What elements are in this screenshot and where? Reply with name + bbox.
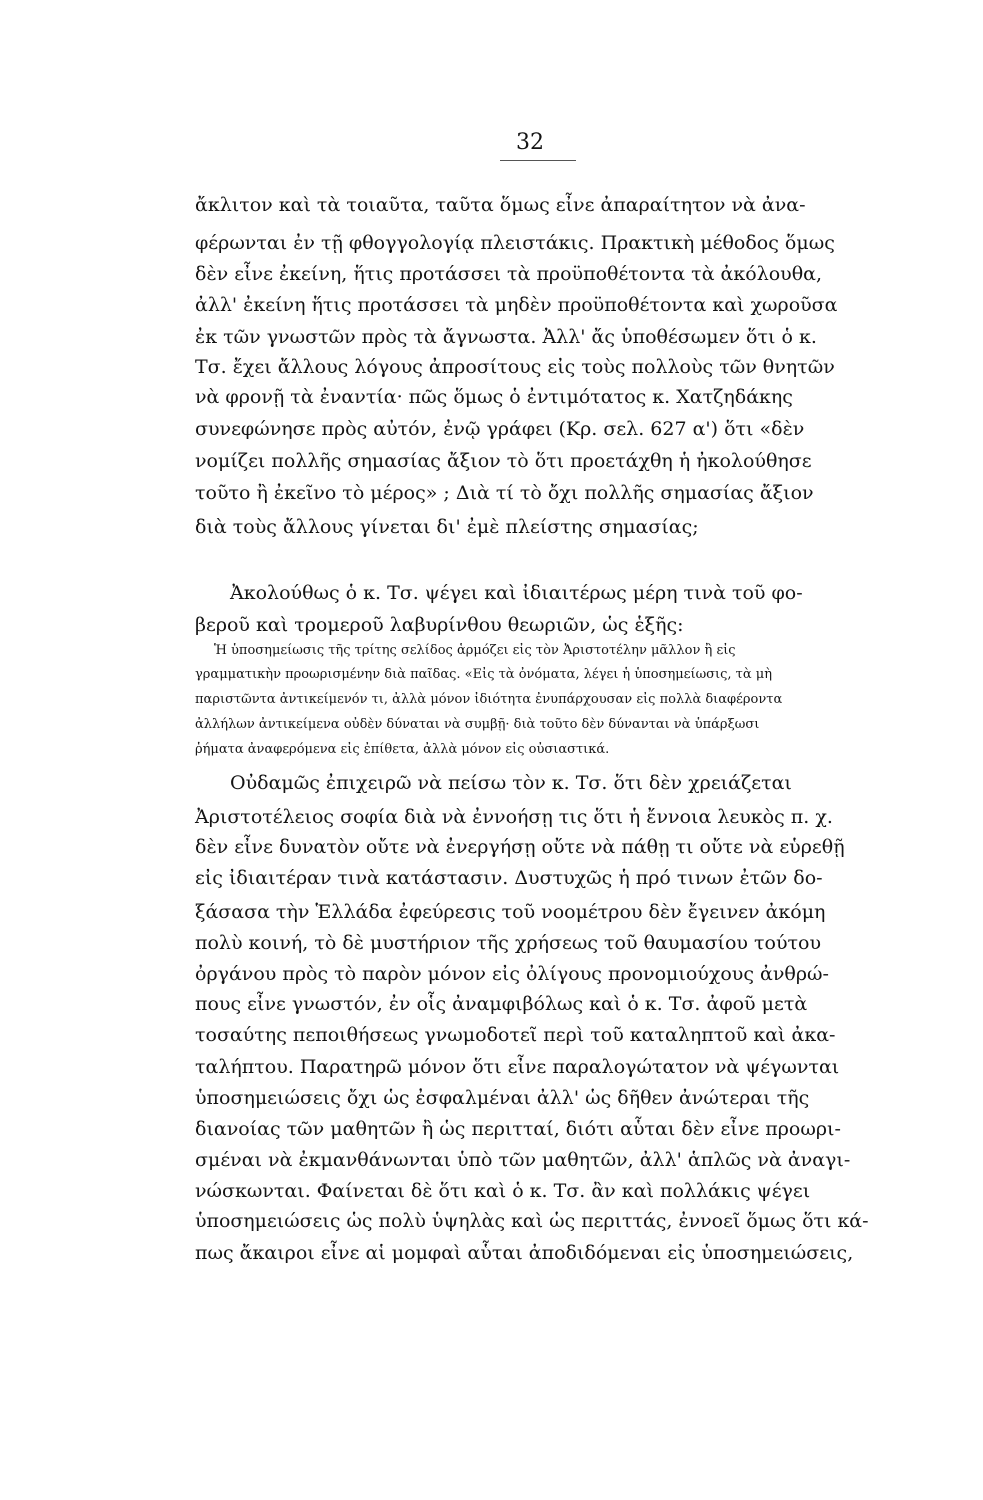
quote-line: ῥήματα ἀναφερόμενα εἰς ἐπίθετα, ἀλλὰ μόνον εἰς οὐσιαστικά.: [195, 742, 610, 757]
quote-line: ἀλλήλων ἀντικείμενα οὐδὲν δύναται νὰ συμβῇ· διὰ τοῦτο δὲν δύνανται νὰ ὑπάρξωσι: [195, 717, 760, 732]
text-line: πως ἄκαιροι εἶνε αἱ μομφαὶ αὗται ἀποδιδόμεναι εἰς ὑποσημειώσεις,: [195, 1242, 854, 1264]
page-number-rule: [500, 160, 576, 161]
quote-line: γραμματικὴν προωρισμένην διὰ παῖδας. «Εἰς τὰ ὀνόματα, λέγει ἡ ὑποσημείωσις, τὰ μὴ: [195, 667, 773, 682]
text-line: σμέναι νὰ ἐκμανθάνωνται ὑπὸ τῶν μαθητῶν, ἀλλ' ἁπλῶς νὰ ἀναγι-: [195, 1149, 851, 1171]
quote-line: παριστῶντα ἀντικείμενόν τι, ἀλλὰ μόνον ἰδιότητα ἐνυπάρχουσαν εἰς πολλὰ διαφέροντα: [195, 692, 783, 707]
text-line: Ἀκολούθως ὁ κ. Τσ. ψέγει καὶ ἰδιαιτέρως μέρη τινὰ τοῦ φο-: [230, 582, 803, 604]
text-line: νὰ φρονῇ τὰ ἐναντία· πῶς ὅμως ὁ ἐντιμότατος κ. Χατζηδάκης: [195, 386, 793, 408]
text-line: Οὐδαμῶς ἐπιχειρῶ νὰ πείσω τὸν κ. Τσ. ὅτι δὲν χρειάζεται: [230, 772, 792, 794]
text-line: ξάσασα τὴν Ἑλλάδα ἐφεύρεσις τοῦ νοομέτρου δὲν ἔγεινεν ἀκόμη: [195, 901, 826, 923]
text-line: ἀλλ' ἐκείνη ἥτις προτάσσει τὰ μηδὲν προϋποθέτοντα καὶ χωροῦσα: [195, 294, 838, 316]
text-line: Ἀριστοτέλειος σοφία διὰ νὰ ἐννοήσῃ τις ὅτι ἡ ἔννοια λευκὸς π. χ.: [195, 806, 833, 828]
text-line: διανοίας τῶν μαθητῶν ἢ ὡς περιτταί, διότι αὗται δὲν εἶνε προωρι-: [195, 1118, 841, 1140]
text-line: δὲν εἶνε δυνατὸν οὔτε νὰ ἐνεργήσῃ οὔτε νὰ πάθῃ τι οὔτε νὰ εὑρεθῇ: [195, 836, 845, 858]
text-line: ἄκλιτον καὶ τὰ τοιαῦτα, ταῦτα ὅμως εἶνε ἀπαραίτητον νὰ ἀνα-: [195, 194, 806, 216]
text-line: Τσ. ἔχει ἄλλους λόγους ἀπροσίτους εἰς τοὺς πολλοὺς τῶν θνητῶν: [195, 356, 835, 378]
text-line: διὰ τοὺς ἄλλους γίνεται δι' ἐμὲ πλείστης σημασίας;: [195, 516, 699, 538]
text-line: ὑποσημειώσεις ὄχι ὡς ἐσφαλμέναι ἀλλ' ὡς δῆθεν ἀνώτεραι τῆς: [195, 1087, 810, 1109]
text-line: ἐκ τῶν γνωστῶν πρὸς τὰ ἄγνωστα. Ἀλλ' ἄς ὑποθέσωμεν ὅτι ὁ κ.: [195, 326, 817, 348]
text-line: συνεφώνησε πρὸς αὐτόν, ἐνῷ γράφει (Κρ. σελ. 627 α') ὅτι «δὲν: [195, 418, 805, 440]
text-line: τοῦτο ἢ ἐκεῖνο τὸ μέρος» ; Διὰ τί τὸ ὄχι πολλῆς σημασίας ἄξιον: [195, 482, 814, 504]
quote-line: Ἡ ὑποσημείωσις τῆς τρίτης σελίδος ἁρμόζει εἰς τὸν Ἀριστοτέλην μᾶλλον ἢ εἰς: [214, 643, 736, 658]
text-line: ὑποσημειώσεις ὡς πολὺ ὑψηλὰς καὶ ὡς περιττάς, ἐννοεῖ ὅμως ὅτι κά-: [195, 1210, 869, 1232]
text-line: πολὺ κοινή, τὸ δὲ μυστήριον τῆς χρήσεως τοῦ θαυμασίου τούτου: [195, 932, 822, 954]
text-line: φέρωνται ἐν τῇ φθογγολογίᾳ πλειστάκις. Πρακτικὴ μέθοδος ὅμως: [195, 232, 835, 254]
text-line: δὲν εἶνε ἐκείνη, ἥτις προτάσσει τὰ προϋποθέτοντα τὰ ἀκόλουθα,: [195, 263, 823, 285]
text-line: τοσαύτης πεποιθήσεως γνωμοδοτεῖ περὶ τοῦ καταληπτοῦ καὶ ἀκα-: [195, 1024, 836, 1046]
text-line: ὀργάνου πρὸς τὸ παρὸν μόνον εἰς ὀλίγους προνομιούχους ἀνθρώ-: [195, 963, 829, 985]
text-line: βεροῦ καὶ τρομεροῦ λαβυρίνθου θεωριῶν, ὡς ἑξῆς:: [195, 614, 684, 636]
text-line: πους εἶνε γνωστόν, ἐν οἷς ἀναμφιβόλως καὶ ὁ κ. Τσ. ἀφοῦ μετὰ: [195, 993, 808, 1015]
text-line: νώσκωνται. Φαίνεται δὲ ὅτι καὶ ὁ κ. Τσ. ἂν καὶ πολλάκις ψέγει: [195, 1180, 811, 1202]
text-line: εἰς ἰδιαιτέραν τινὰ κατάστασιν. Δυστυχῶς ἡ πρό τινων ἐτῶν δο-: [195, 867, 823, 889]
page-number: 32: [516, 130, 544, 155]
text-line: νομίζει πολλῆς σημασίας ἄξιον τὸ ὅτι προετάχθη ἡ ἠκολούθησε: [195, 450, 812, 472]
text-line: ταλήπτου. Παρατηρῶ μόνον ὅτι εἶνε παραλογώτατον νὰ ψέγωνται: [195, 1056, 840, 1078]
